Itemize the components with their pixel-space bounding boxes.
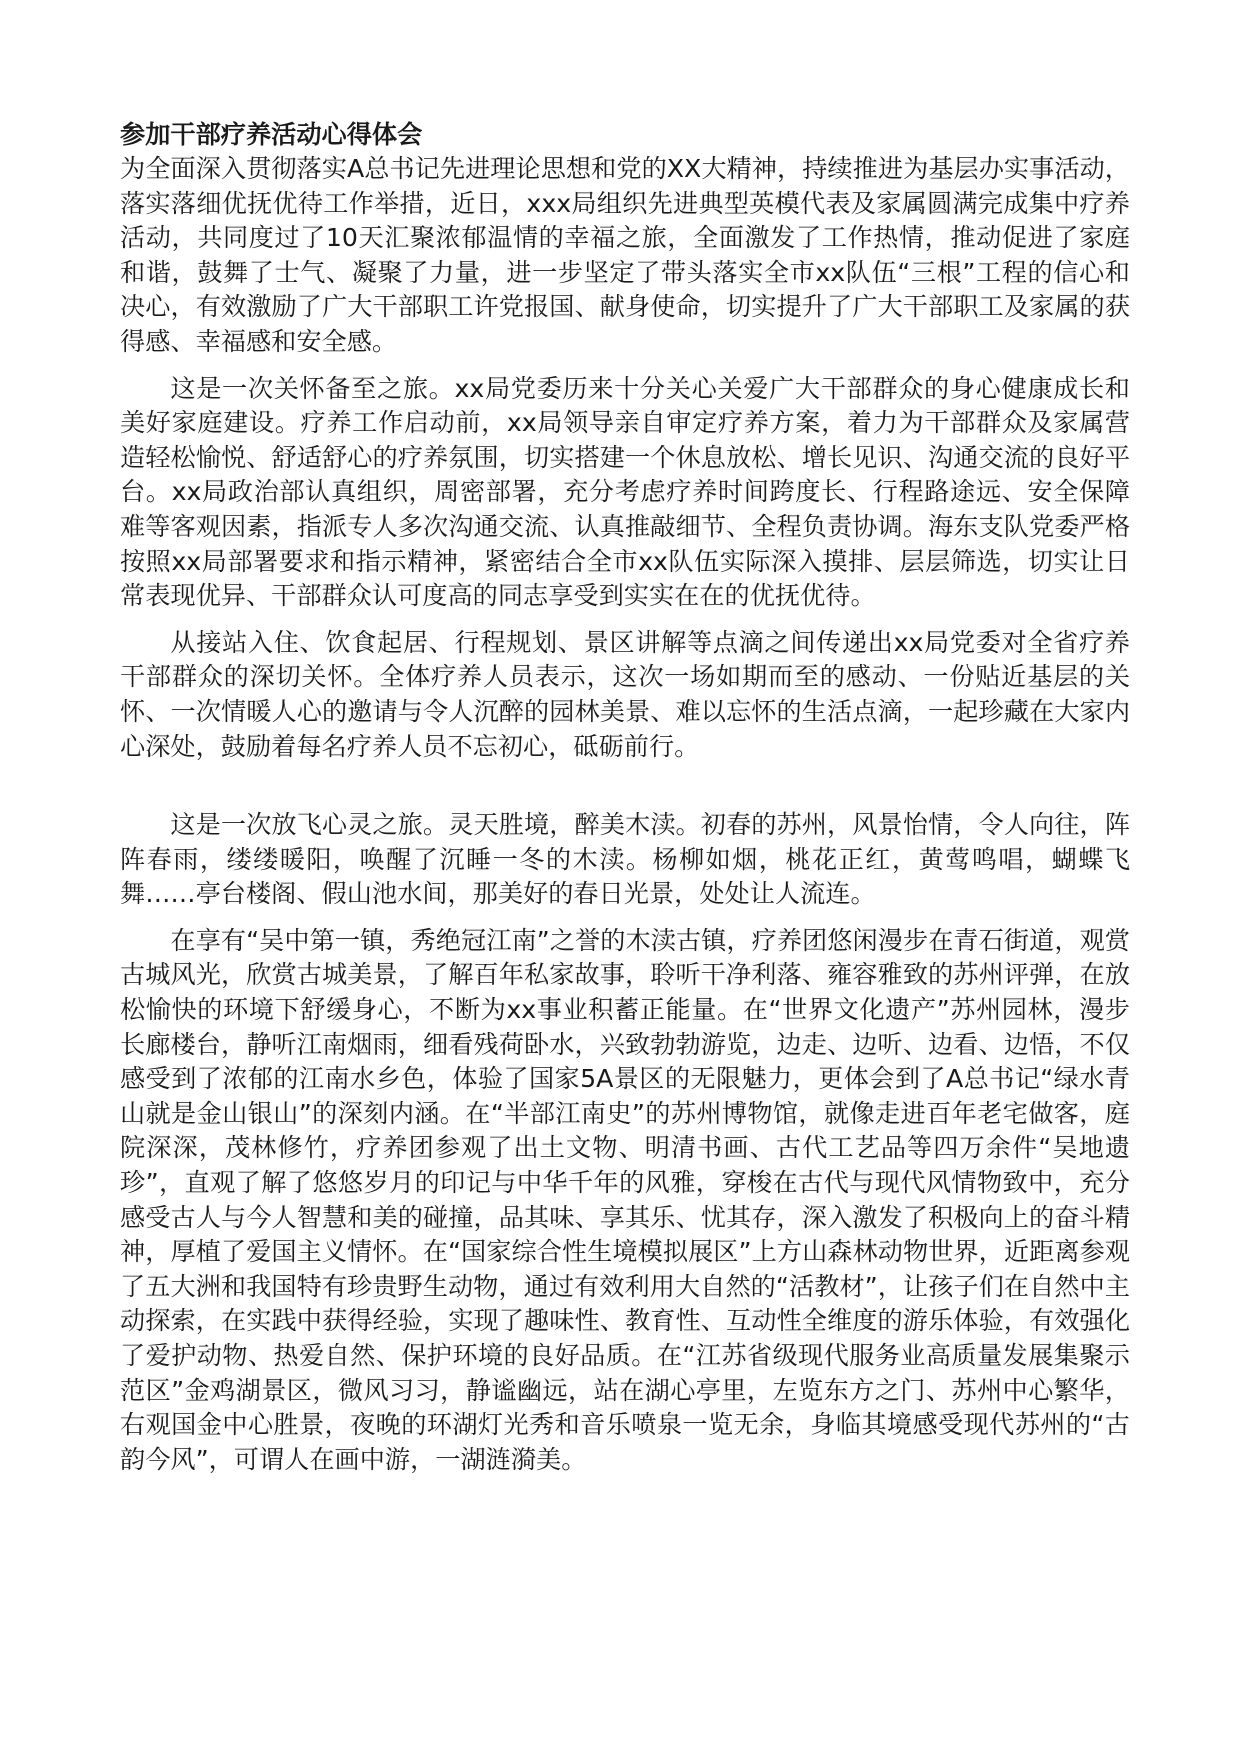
intro-paragraph: 为全面深入贯彻落实A总书记先进理论思想和党的XX大精神，持续推进为基层办实事活动，落实落细优抚优待工作举措，近日，xxx局组织先进典型英模代表及家属圆满完成集中疗养活动，共同度过了10天汇聚浓郁温情的幸福之旅，全面激发了工作热情，推动促进了家庭和谐，鼓舞了士气、凝聚了力量，进一步坚定了带头落实全市xx队伍“三根”工程的信心和决心，有效激励了广大干部职工许党报国、献身使命，切实提升了广大干部职工及家属的获得感、幸福感和安全感。 (120, 154, 1130, 356)
document-title: 参加干部疗养活动心得体会 (120, 120, 423, 149)
body-paragraph-sightseeing: 在享有“吴中第一镇，秀绝冠江南”之誉的木渎古镇，疗养团悠闲漫步在青石街道，观赏古城风光，欣赏古城美景，了解百年私家故事，聆听干净利落、雍容雅致的苏州评弹，在放松愉快的环境下舒缓身心，不断为xx事业积蓄正能量。在“世界文化遗产”苏州园林，漫步长廊楼台，静听江南烟雨，细看残荷卧水，兴致勃勃游览，边走、边听、边看、边悟，不仅感受到了浓郁的江南水乡色，体验了国家5A景区的无限魅力，更体会到了A总书记“绿水青山就是金山银山”的深刻内涵。在“半部江南史”的苏州博物馆，就像走进百年老宅做客，庭院深深，茂林修竹，疗养团参观了出土文物、明清书画、古代工艺品等四万余件“吴地遗珍”，直观了解了悠悠岁月的印记与中华千年的风雅，穿梭在古代与现代风情物致中，充分感受古人与今人智慧和美的碰撞，品其味、享其乐、忧其存，深入激发了积极向上的奋斗精神，厚植了爱国主义情怀。在“国家综合性生境模拟展区”上方山森林动物世界，近距离参观了五大洲和我国特有珍贵野生动物，通过有效利用大自然的“活教材”，让孩子们在自然中主动探索，在实践中获得经验，实现了趣味性、教育性、互动性全维度的游乐体验，有效强化了爱护动物、热爱自然、保护环境的良好品质。在“江苏省级现代服务业高质量发展集聚示范区”金鸡湖景区，微风习习，静谧幽远，站在湖心亭里，左览东方之门、苏州中心繁华，右观国金中心胜景，夜晚的环湖灯光秀和音乐喷泉一览无余，身临其境感受现代苏州的“古韵今风”，可谓人在画中游，一湖涟漪美。 (120, 925, 1130, 1474)
document-page (120, 118, 1130, 1477)
body-paragraph-care-details: 从接站入住、饮食起居、行程规划、景区讲解等点滴之间传递出xx局党委对全省疗养干部群众的深切关怀。全体疗养人员表示，这次一场如期而至的感动、一份贴近基层的关怀、一次情暖人心的邀请与令人沉醉的园林美景、难以忘怀的生活点滴，一起珍藏在大家内心深处，鼓励着每名疗养人员不忘初心，砥砺前行。 (120, 627, 1130, 761)
body-paragraph-care-journey: 这是一次关怀备至之旅。xx局党委历来十分关心关爱广大干部群众的身心健康成长和美好家庭建设。疗养工作启动前，xx局领导亲自审定疗养方案，着力为干部群众及家属营造轻松愉悦、舒适舒心的疗养氛围，切实搭建一个休息放松、增长见识、沟通交流的良好平台。xx局政治部认真组织，周密部署，充分考虑疗养时间跨度长、行程路途远、安全保障难等客观因素，指派专人多次沟通交流、认真推敲细节、全程负责协调。海东支队党委严格按照xx局部署要求和指示精神，紧密结合全市xx队伍实际深入摸排、层层筛选，切实让日常表现优异、干部群众认可度高的同志享受到实实在在的优抚优待。 (120, 373, 1130, 611)
body-paragraph-spirit-journey: 这是一次放飞心灵之旅。灵天胜境，醉美木渎。初春的苏州，风景怡情，令人向往，阵阵春雨，缕缕暖阳，唤醒了沉睡一冬的木渎。杨柳如烟，桃花正红，黄莺鸣唱，蝴蝶飞舞……亭台楼阁、假山池水间，那美好的春日光景，处处让人流连。 (120, 810, 1130, 909)
